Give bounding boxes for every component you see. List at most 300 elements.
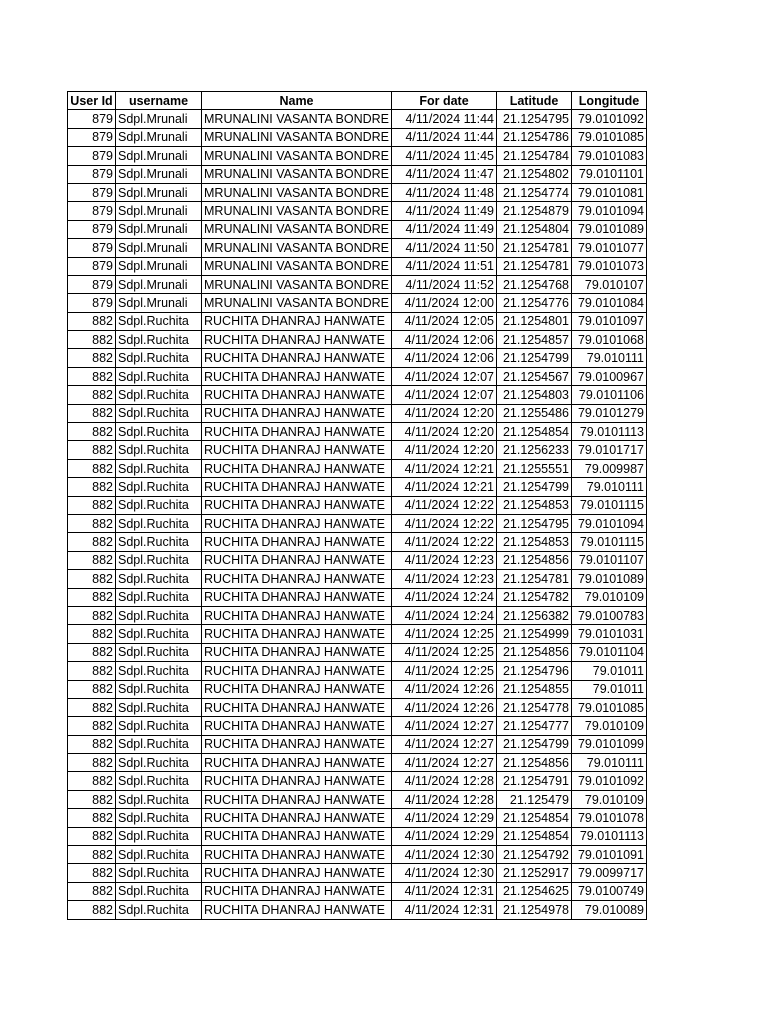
cell-user-id: 882 — [68, 680, 116, 698]
cell-for-date: 4/11/2024 12:20 — [392, 441, 497, 459]
cell-user-id: 882 — [68, 643, 116, 661]
cell-username: Sdpl.Ruchita — [116, 606, 202, 624]
table-row — [68, 367, 647, 385]
cell-longitude: 79.0100749 — [572, 882, 647, 900]
cell-for-date: 4/11/2024 12:28 — [392, 790, 497, 808]
cell-user-id: 882 — [68, 698, 116, 716]
cell-user-id: 882 — [68, 533, 116, 551]
table-row — [68, 349, 647, 367]
cell-user-id: 882 — [68, 717, 116, 735]
cell-longitude: 79.010111 — [572, 349, 647, 367]
cell-username: Sdpl.Ruchita — [116, 846, 202, 864]
cell-name: MRUNALINI VASANTA BONDRE — [202, 275, 392, 293]
cell-latitude: 21.1254781 — [497, 257, 572, 275]
cell-latitude: 21.1254879 — [497, 202, 572, 220]
cell-for-date: 4/11/2024 12:07 — [392, 367, 497, 385]
cell-latitude: 21.1256233 — [497, 441, 572, 459]
cell-for-date: 4/11/2024 12:22 — [392, 533, 497, 551]
cell-name: RUCHITA DHANRAJ HANWATE — [202, 882, 392, 900]
table-row — [68, 570, 647, 588]
cell-username: Sdpl.Ruchita — [116, 588, 202, 606]
cell-for-date: 4/11/2024 12:25 — [392, 625, 497, 643]
table-row — [68, 533, 647, 551]
cell-username: Sdpl.Mrunali — [116, 147, 202, 165]
table-row — [68, 680, 647, 698]
cell-user-id: 879 — [68, 294, 116, 312]
cell-name: MRUNALINI VASANTA BONDRE — [202, 294, 392, 312]
cell-latitude: 21.1254782 — [497, 588, 572, 606]
cell-user-id: 879 — [68, 110, 116, 128]
cell-for-date: 4/11/2024 12:29 — [392, 827, 497, 845]
cell-name: MRUNALINI VASANTA BONDRE — [202, 257, 392, 275]
cell-longitude: 79.0101094 — [572, 202, 647, 220]
header-longitude: Longitude — [572, 92, 647, 110]
cell-longitude: 79.010109 — [572, 717, 647, 735]
cell-name: RUCHITA DHANRAJ HANWATE — [202, 312, 392, 330]
table-row — [68, 901, 647, 919]
cell-longitude: 79.0101106 — [572, 386, 647, 404]
cell-longitude: 79.0101092 — [572, 772, 647, 790]
table-row — [68, 331, 647, 349]
header-user-id: User Id — [68, 92, 116, 110]
cell-longitude: 79.0101031 — [572, 625, 647, 643]
cell-longitude: 79.0101085 — [572, 698, 647, 716]
cell-username: Sdpl.Ruchita — [116, 423, 202, 441]
cell-user-id: 882 — [68, 588, 116, 606]
cell-longitude: 79.0101101 — [572, 165, 647, 183]
cell-latitude: 21.1254855 — [497, 680, 572, 698]
cell-longitude: 79.0101099 — [572, 735, 647, 753]
cell-name: RUCHITA DHANRAJ HANWATE — [202, 606, 392, 624]
cell-user-id: 879 — [68, 183, 116, 201]
cell-latitude: 21.125479 — [497, 790, 572, 808]
cell-name: RUCHITA DHANRAJ HANWATE — [202, 625, 392, 643]
cell-name: RUCHITA DHANRAJ HANWATE — [202, 514, 392, 532]
cell-latitude: 21.1254799 — [497, 735, 572, 753]
cell-name: MRUNALINI VASANTA BONDRE — [202, 183, 392, 201]
cell-latitude: 21.1254856 — [497, 754, 572, 772]
cell-longitude: 79.0101094 — [572, 514, 647, 532]
cell-latitude: 21.1254799 — [497, 349, 572, 367]
cell-user-id: 882 — [68, 496, 116, 514]
table-row — [68, 662, 647, 680]
cell-username: Sdpl.Mrunali — [116, 220, 202, 238]
table-row — [68, 202, 647, 220]
cell-latitude: 21.1254854 — [497, 827, 572, 845]
cell-user-id: 882 — [68, 790, 116, 808]
cell-username: Sdpl.Ruchita — [116, 441, 202, 459]
cell-name: RUCHITA DHANRAJ HANWATE — [202, 349, 392, 367]
cell-for-date: 4/11/2024 12:24 — [392, 588, 497, 606]
cell-name: RUCHITA DHANRAJ HANWATE — [202, 570, 392, 588]
cell-latitude: 21.1254854 — [497, 809, 572, 827]
cell-username: Sdpl.Ruchita — [116, 551, 202, 569]
cell-username: Sdpl.Mrunali — [116, 239, 202, 257]
cell-user-id: 882 — [68, 423, 116, 441]
cell-longitude: 79.0101115 — [572, 533, 647, 551]
data-table — [67, 91, 647, 920]
cell-name: RUCHITA DHANRAJ HANWATE — [202, 772, 392, 790]
cell-name: RUCHITA DHANRAJ HANWATE — [202, 643, 392, 661]
cell-latitude: 21.1254796 — [497, 662, 572, 680]
cell-name: RUCHITA DHANRAJ HANWATE — [202, 533, 392, 551]
cell-for-date: 4/11/2024 11:44 — [392, 128, 497, 146]
cell-username: Sdpl.Ruchita — [116, 735, 202, 753]
cell-longitude: 79.010111 — [572, 478, 647, 496]
cell-latitude: 21.1254999 — [497, 625, 572, 643]
cell-for-date: 4/11/2024 12:28 — [392, 772, 497, 790]
cell-longitude: 79.0101097 — [572, 312, 647, 330]
cell-username: Sdpl.Ruchita — [116, 772, 202, 790]
cell-for-date: 4/11/2024 11:52 — [392, 275, 497, 293]
cell-latitude: 21.1254853 — [497, 496, 572, 514]
table-row — [68, 110, 647, 128]
cell-user-id: 882 — [68, 331, 116, 349]
cell-username: Sdpl.Ruchita — [116, 790, 202, 808]
cell-longitude: 79.010109 — [572, 790, 647, 808]
table-row — [68, 147, 647, 165]
cell-longitude: 79.0101113 — [572, 423, 647, 441]
cell-longitude: 79.0101279 — [572, 404, 647, 422]
cell-for-date: 4/11/2024 12:06 — [392, 349, 497, 367]
table-row — [68, 257, 647, 275]
table-row — [68, 128, 647, 146]
cell-user-id: 882 — [68, 662, 116, 680]
cell-user-id: 882 — [68, 809, 116, 827]
cell-name: RUCHITA DHANRAJ HANWATE — [202, 735, 392, 753]
cell-latitude: 21.1254803 — [497, 386, 572, 404]
cell-longitude: 79.0101089 — [572, 220, 647, 238]
cell-username: Sdpl.Mrunali — [116, 257, 202, 275]
cell-name: MRUNALINI VASANTA BONDRE — [202, 110, 392, 128]
cell-for-date: 4/11/2024 12:00 — [392, 294, 497, 312]
cell-name: MRUNALINI VASANTA BONDRE — [202, 147, 392, 165]
cell-name: RUCHITA DHANRAJ HANWATE — [202, 754, 392, 772]
cell-latitude: 21.1254795 — [497, 514, 572, 532]
cell-longitude: 79.0101078 — [572, 809, 647, 827]
cell-for-date: 4/11/2024 12:06 — [392, 331, 497, 349]
cell-latitude: 21.1254804 — [497, 220, 572, 238]
cell-latitude: 21.1254856 — [497, 551, 572, 569]
table-row — [68, 790, 647, 808]
cell-name: MRUNALINI VASANTA BONDRE — [202, 165, 392, 183]
cell-for-date: 4/11/2024 12:30 — [392, 846, 497, 864]
cell-latitude: 21.1254801 — [497, 312, 572, 330]
cell-name: RUCHITA DHANRAJ HANWATE — [202, 459, 392, 477]
table-row — [68, 606, 647, 624]
cell-username: Sdpl.Ruchita — [116, 680, 202, 698]
cell-latitude: 21.1254774 — [497, 183, 572, 201]
cell-username: Sdpl.Ruchita — [116, 349, 202, 367]
cell-user-id: 882 — [68, 349, 116, 367]
cell-user-id: 882 — [68, 478, 116, 496]
cell-longitude: 79.0099717 — [572, 864, 647, 882]
cell-user-id: 882 — [68, 404, 116, 422]
cell-longitude: 79.0101717 — [572, 441, 647, 459]
cell-username: Sdpl.Ruchita — [116, 533, 202, 551]
cell-for-date: 4/11/2024 12:27 — [392, 717, 497, 735]
cell-for-date: 4/11/2024 12:29 — [392, 809, 497, 827]
cell-name: MRUNALINI VASANTA BONDRE — [202, 202, 392, 220]
cell-name: RUCHITA DHANRAJ HANWATE — [202, 901, 392, 919]
cell-latitude: 21.1254776 — [497, 294, 572, 312]
cell-username: Sdpl.Mrunali — [116, 275, 202, 293]
table-row — [68, 754, 647, 772]
cell-latitude: 21.1254777 — [497, 717, 572, 735]
cell-username: Sdpl.Ruchita — [116, 331, 202, 349]
cell-longitude: 79.0101085 — [572, 128, 647, 146]
cell-for-date: 4/11/2024 11:48 — [392, 183, 497, 201]
table-row — [68, 275, 647, 293]
cell-name: RUCHITA DHANRAJ HANWATE — [202, 404, 392, 422]
table-row — [68, 312, 647, 330]
cell-longitude: 79.01011 — [572, 680, 647, 698]
cell-latitude: 21.1254792 — [497, 846, 572, 864]
header-latitude: Latitude — [497, 92, 572, 110]
table-row — [68, 625, 647, 643]
cell-username: Sdpl.Ruchita — [116, 827, 202, 845]
cell-latitude: 21.1254802 — [497, 165, 572, 183]
cell-name: MRUNALINI VASANTA BONDRE — [202, 239, 392, 257]
header-row — [68, 92, 647, 110]
table-row — [68, 809, 647, 827]
cell-username: Sdpl.Ruchita — [116, 459, 202, 477]
cell-latitude: 21.1254791 — [497, 772, 572, 790]
table-row — [68, 698, 647, 716]
table-row — [68, 643, 647, 661]
cell-user-id: 879 — [68, 239, 116, 257]
cell-username: Sdpl.Mrunali — [116, 202, 202, 220]
cell-longitude: 79.01011 — [572, 662, 647, 680]
cell-user-id: 882 — [68, 459, 116, 477]
cell-longitude: 79.0101091 — [572, 846, 647, 864]
cell-name: RUCHITA DHANRAJ HANWATE — [202, 864, 392, 882]
table-row — [68, 423, 647, 441]
cell-user-id: 882 — [68, 901, 116, 919]
cell-for-date: 4/11/2024 12:21 — [392, 478, 497, 496]
cell-user-id: 882 — [68, 846, 116, 864]
cell-username: Sdpl.Ruchita — [116, 662, 202, 680]
table-row — [68, 882, 647, 900]
cell-latitude: 21.1254778 — [497, 698, 572, 716]
cell-user-id: 882 — [68, 864, 116, 882]
cell-user-id: 882 — [68, 625, 116, 643]
cell-for-date: 4/11/2024 12:27 — [392, 754, 497, 772]
header-username: username — [116, 92, 202, 110]
cell-name: RUCHITA DHANRAJ HANWATE — [202, 367, 392, 385]
cell-name: MRUNALINI VASANTA BONDRE — [202, 220, 392, 238]
cell-latitude: 21.1254856 — [497, 643, 572, 661]
cell-username: Sdpl.Ruchita — [116, 864, 202, 882]
cell-name: RUCHITA DHANRAJ HANWATE — [202, 478, 392, 496]
cell-username: Sdpl.Ruchita — [116, 514, 202, 532]
cell-username: Sdpl.Ruchita — [116, 478, 202, 496]
cell-user-id: 882 — [68, 312, 116, 330]
header-for-date: For date — [392, 92, 497, 110]
table-row — [68, 772, 647, 790]
table-row — [68, 827, 647, 845]
cell-longitude: 79.0101107 — [572, 551, 647, 569]
table-row — [68, 183, 647, 201]
cell-latitude: 21.1254786 — [497, 128, 572, 146]
cell-longitude: 79.0101115 — [572, 496, 647, 514]
cell-user-id: 882 — [68, 441, 116, 459]
cell-username: Sdpl.Mrunali — [116, 294, 202, 312]
cell-username: Sdpl.Ruchita — [116, 386, 202, 404]
cell-name: RUCHITA DHANRAJ HANWATE — [202, 809, 392, 827]
cell-for-date: 4/11/2024 12:27 — [392, 735, 497, 753]
cell-latitude: 21.1254781 — [497, 570, 572, 588]
cell-latitude: 21.1256382 — [497, 606, 572, 624]
cell-longitude: 79.0101089 — [572, 570, 647, 588]
cell-user-id: 882 — [68, 386, 116, 404]
cell-username: Sdpl.Ruchita — [116, 698, 202, 716]
cell-for-date: 4/11/2024 12:26 — [392, 698, 497, 716]
cell-for-date: 4/11/2024 11:49 — [392, 220, 497, 238]
cell-name: RUCHITA DHANRAJ HANWATE — [202, 680, 392, 698]
cell-name: RUCHITA DHANRAJ HANWATE — [202, 588, 392, 606]
cell-longitude: 79.010089 — [572, 901, 647, 919]
cell-longitude: 79.009987 — [572, 459, 647, 477]
cell-for-date: 4/11/2024 11:44 — [392, 110, 497, 128]
cell-for-date: 4/11/2024 12:07 — [392, 386, 497, 404]
table-row — [68, 846, 647, 864]
cell-latitude: 21.1252917 — [497, 864, 572, 882]
cell-name: RUCHITA DHANRAJ HANWATE — [202, 662, 392, 680]
cell-for-date: 4/11/2024 12:23 — [392, 570, 497, 588]
cell-username: Sdpl.Ruchita — [116, 809, 202, 827]
cell-for-date: 4/11/2024 12:26 — [392, 680, 497, 698]
cell-for-date: 4/11/2024 12:23 — [392, 551, 497, 569]
table-row — [68, 294, 647, 312]
cell-latitude: 21.1254978 — [497, 901, 572, 919]
cell-longitude: 79.0101073 — [572, 257, 647, 275]
cell-user-id: 882 — [68, 827, 116, 845]
cell-username: Sdpl.Ruchita — [116, 367, 202, 385]
cell-user-id: 879 — [68, 147, 116, 165]
cell-for-date: 4/11/2024 12:30 — [392, 864, 497, 882]
cell-user-id: 882 — [68, 882, 116, 900]
cell-longitude: 79.0101113 — [572, 827, 647, 845]
cell-username: Sdpl.Mrunali — [116, 165, 202, 183]
table-row — [68, 496, 647, 514]
cell-name: RUCHITA DHANRAJ HANWATE — [202, 846, 392, 864]
cell-longitude: 79.0101081 — [572, 183, 647, 201]
cell-user-id: 882 — [68, 772, 116, 790]
cell-for-date: 4/11/2024 12:24 — [392, 606, 497, 624]
cell-for-date: 4/11/2024 11:45 — [392, 147, 497, 165]
cell-longitude: 79.0100783 — [572, 606, 647, 624]
cell-latitude: 21.1254857 — [497, 331, 572, 349]
cell-longitude: 79.0101092 — [572, 110, 647, 128]
cell-username: Sdpl.Mrunali — [116, 128, 202, 146]
cell-latitude: 21.1254854 — [497, 423, 572, 441]
cell-longitude: 79.010111 — [572, 754, 647, 772]
cell-for-date: 4/11/2024 12:31 — [392, 901, 497, 919]
cell-longitude: 79.0100967 — [572, 367, 647, 385]
cell-longitude: 79.0101084 — [572, 294, 647, 312]
table-body — [68, 110, 647, 919]
cell-for-date: 4/11/2024 12:25 — [392, 662, 497, 680]
cell-longitude: 79.010107 — [572, 275, 647, 293]
cell-user-id: 882 — [68, 570, 116, 588]
table-header — [68, 92, 647, 110]
cell-username: Sdpl.Ruchita — [116, 643, 202, 661]
table-row — [68, 717, 647, 735]
cell-user-id: 879 — [68, 220, 116, 238]
cell-latitude: 21.1254567 — [497, 367, 572, 385]
cell-user-id: 879 — [68, 165, 116, 183]
cell-name: RUCHITA DHANRAJ HANWATE — [202, 386, 392, 404]
cell-name: RUCHITA DHANRAJ HANWATE — [202, 827, 392, 845]
cell-name: RUCHITA DHANRAJ HANWATE — [202, 331, 392, 349]
cell-user-id: 882 — [68, 551, 116, 569]
cell-for-date: 4/11/2024 12:20 — [392, 423, 497, 441]
cell-for-date: 4/11/2024 12:21 — [392, 459, 497, 477]
cell-username: Sdpl.Ruchita — [116, 901, 202, 919]
cell-username: Sdpl.Ruchita — [116, 570, 202, 588]
cell-for-date: 4/11/2024 12:22 — [392, 496, 497, 514]
cell-name: RUCHITA DHANRAJ HANWATE — [202, 717, 392, 735]
cell-username: Sdpl.Ruchita — [116, 496, 202, 514]
table-row — [68, 514, 647, 532]
cell-user-id: 879 — [68, 202, 116, 220]
cell-user-id: 882 — [68, 367, 116, 385]
cell-longitude: 79.0101077 — [572, 239, 647, 257]
cell-for-date: 4/11/2024 12:31 — [392, 882, 497, 900]
cell-for-date: 4/11/2024 11:50 — [392, 239, 497, 257]
cell-username: Sdpl.Mrunali — [116, 183, 202, 201]
table-row — [68, 478, 647, 496]
table-row — [68, 441, 647, 459]
table-row — [68, 220, 647, 238]
table-row — [68, 239, 647, 257]
table-row — [68, 404, 647, 422]
cell-username: Sdpl.Ruchita — [116, 404, 202, 422]
table-row — [68, 588, 647, 606]
cell-latitude: 21.1254795 — [497, 110, 572, 128]
cell-user-id: 882 — [68, 514, 116, 532]
cell-longitude: 79.0101104 — [572, 643, 647, 661]
table-row — [68, 386, 647, 404]
cell-username: Sdpl.Ruchita — [116, 312, 202, 330]
cell-longitude: 79.010109 — [572, 588, 647, 606]
cell-name: RUCHITA DHANRAJ HANWATE — [202, 698, 392, 716]
cell-longitude: 79.0101068 — [572, 331, 647, 349]
cell-for-date: 4/11/2024 11:51 — [392, 257, 497, 275]
cell-user-id: 879 — [68, 275, 116, 293]
cell-longitude: 79.0101083 — [572, 147, 647, 165]
cell-user-id: 879 — [68, 257, 116, 275]
header-name: Name — [202, 92, 392, 110]
cell-user-id: 882 — [68, 754, 116, 772]
cell-for-date: 4/11/2024 12:05 — [392, 312, 497, 330]
cell-for-date: 4/11/2024 11:49 — [392, 202, 497, 220]
cell-username: Sdpl.Ruchita — [116, 625, 202, 643]
cell-username: Sdpl.Ruchita — [116, 717, 202, 735]
cell-latitude: 21.1254781 — [497, 239, 572, 257]
cell-latitude: 21.1254853 — [497, 533, 572, 551]
cell-for-date: 4/11/2024 12:20 — [392, 404, 497, 422]
table-row — [68, 551, 647, 569]
cell-for-date: 4/11/2024 11:47 — [392, 165, 497, 183]
cell-username: Sdpl.Ruchita — [116, 882, 202, 900]
cell-latitude: 21.1255486 — [497, 404, 572, 422]
cell-latitude: 21.1254625 — [497, 882, 572, 900]
table-row — [68, 459, 647, 477]
cell-user-id: 882 — [68, 606, 116, 624]
table-row — [68, 735, 647, 753]
